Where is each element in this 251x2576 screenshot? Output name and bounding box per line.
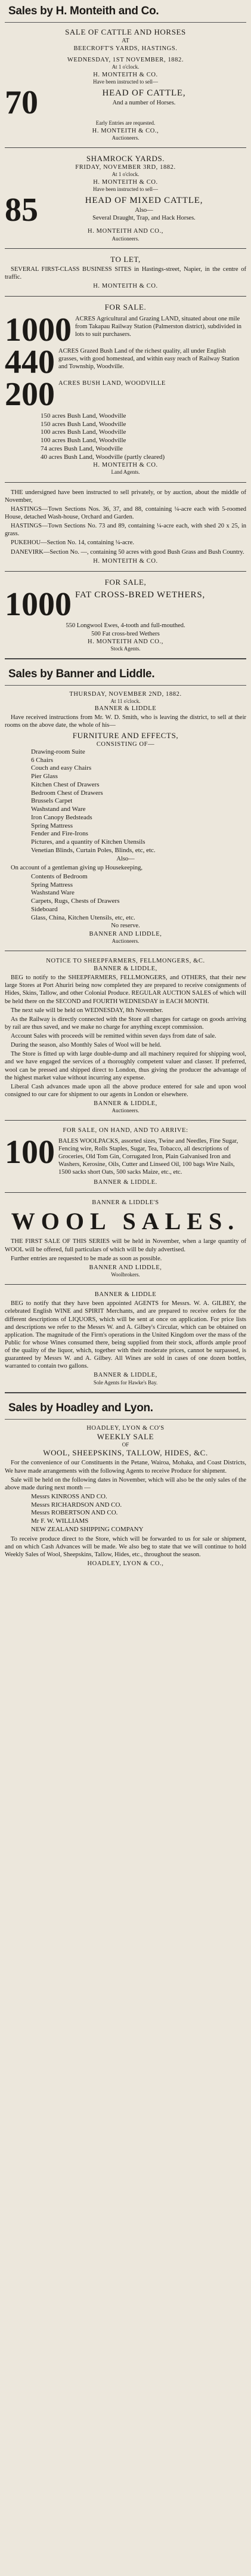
ad2-auctioneer: H. MONTEITH & CO. [93, 178, 158, 186]
ad4-p2-count: 440 [5, 344, 55, 381]
land-for-sale-ad [5, 303, 246, 476]
ad2-place: SHAMROCK YARDS. [86, 154, 165, 163]
ad12-p2: To receive produce direct to the Store, which will be forwarded to us for sale or shipment, and on which Cash Advances will be made. We also beg to state that we will continue to hold Weekly Sales of Wool, Sheepskins, Tallow, Hides, etc., throughout the season. [5, 1535, 246, 1558]
ad11-auctioneer: BANNER & LIDDLE [94, 1291, 157, 1298]
ad8-p4: Account Sales with proceeds will be remitted within seven days from date of sale. [11, 1033, 216, 1040]
ad6-title: FOR SALE, [104, 577, 147, 587]
ad7-item: Pictures, and a quantity of Kitchen Utensils [31, 838, 145, 846]
ad4-row: 150 acres Bush Land, Woodville [41, 420, 126, 428]
ad7-item: Brussels Carpet [31, 797, 73, 805]
ad7-also-item: Washstand Ware [31, 889, 75, 897]
ad1-lot-heading: HEAD OF CATTLE, [102, 88, 186, 98]
ad1-line2: AT [122, 38, 129, 44]
ad1-line3: BEECROFT'S YARDS, HASTINGS. [73, 45, 178, 53]
ad12-agent: Messrs RICHARDSON AND CO. [31, 1501, 122, 1508]
ad6-lot [5, 586, 246, 624]
ad12-agent: Messrs KINROSS AND CO. [31, 1492, 107, 1500]
ad12-line3: OF [122, 1441, 129, 1448]
ad8-title: NOTICE TO SHEEPFARMERS, FELLMONGERS, &C. [46, 957, 205, 964]
ad4-row: 40 acres Bush Land, Woodville (partly cleared) [41, 453, 165, 461]
ad6-sub2: 500 Fat cross-bred Wethers [91, 630, 160, 637]
ad4-row: 100 acres Bush Land, Woodville [41, 437, 126, 445]
ad5-danevirk: DANEVIRK—Section No. —, containing 50 acres with good Bush Grass and Bush Country. [11, 548, 244, 556]
ad1-note: Early Entries are requested. [95, 120, 156, 127]
ad7-auctioneer: BANNER & LIDDLE [94, 705, 157, 712]
ad1-date: WEDNESDAY, 1ST NOVEMBER, 1882. [67, 57, 184, 64]
ad7-item: Pier Glass [31, 773, 58, 780]
ad7-item: Washstand and Ware [31, 806, 86, 813]
ad2-lot-heading: HEAD OF MIXED CATTLE, [85, 196, 203, 206]
ad6-sign: H. MONTEITH AND CO., [88, 638, 163, 645]
ad4-lot2 [5, 344, 246, 381]
ad8-p2: The next sale will be held on WEDNESDAY, 8th November. [11, 1007, 163, 1014]
ad8-sign-role: Auctioneers. [111, 1107, 140, 1114]
hoadley-weekly-sale-ad [5, 1424, 246, 1568]
ad4-p1-text: ACRES Agricultural and Grazing LAND, situated about one mile from Takapau Railway Station (Palmerston district), subdivided in lots to suit purchasers. [75, 315, 242, 338]
ad2-lot [5, 192, 246, 229]
ad10-p2: Further entries are requested to be made as soon as possible. [11, 1255, 162, 1262]
ad7-item: Venetian Blinds, Curtain Poles, Blinds, etc, etc. [31, 846, 156, 854]
ad12-sign: HOADLEY, LYON & CO., [87, 1560, 164, 1568]
ad7-item: Bedroom Chest of Drawers [31, 789, 103, 797]
ad2-count: 85 [5, 192, 38, 229]
ad7-item: Fender and Fire-Irons [31, 830, 88, 838]
ad7-consisting: CONSISTING OF— [96, 741, 155, 748]
ad7-item: Couch and easy Chairs [31, 764, 92, 772]
montieth-header: Sales by H. Monteith and Co. [5, 2, 246, 23]
ad8-p3: As the Railway is directly connected with the Store all charges for cartage on goods arriving by rail are thus saved, and we make no charge for anything except commission. [5, 1016, 246, 1031]
cattle-horses-sale-ad [5, 27, 246, 141]
wethers-sale-ad [5, 578, 246, 652]
ad7-item: Spring Mattress [31, 822, 73, 829]
ad10-sign: BANNER AND LIDDLE, [89, 1264, 162, 1271]
ad5-hastings2: HASTINGS—Town Sections No. 73 and 89, containing ¼-acre each, with shed 20 x 25, in grass. [5, 523, 246, 538]
ad12-p1: For the convenience of our Constituents in the Petane, Wairoa, Mohaka, and Coast Districts, We have made arrangements with the following Agents to receive Produce for shipment. [5, 1460, 246, 1474]
ad9-title: FOR SALE, ON HAND, AND TO ARRIVE: [63, 1127, 188, 1134]
ad7-item: Drawing-room Suite [31, 748, 85, 755]
ad9-lot [5, 1133, 246, 1177]
ad10-p1: THE FIRST SALE OF THIS SERIES will be held in November, when a large quantity of WOOL will be offered, full particulars of which will be duly advertised. [5, 1238, 246, 1253]
ad11-p1: BEG to notify that they have been appointed AGENTS for Messrs. W. A. GILBEY, the celebrated English WINE and SPIRIT Merchants, and are prepared to receive orders for the different descriptions of LIQUORS, which will be sent at once on application. For price lists and descriptions we refer to the Messrs W. and A. Gilbey's Circular, which can be obtained on application. The magnitude of the Firm's operations in the United Kingdom over the mass of the Public for whose Wines consumed there, being supplied from their stock, affords ample proof of the quality of the liquor, which, together with their moderate prices, cannot be surpassed, is guaranteed by Messrs W. and A. Gilbey. All Wines are sold in cases of one dozen bottles, warranted to contain two gallons. [5, 1300, 246, 1370]
ad7-heading: FURNITURE AND EFFECTS, [72, 730, 179, 740]
ad1-line1: SALE OF CATTLE AND HORSES [65, 27, 186, 36]
ad10-sign-role: Woolbrokers. [111, 1271, 140, 1278]
ad2-sign-role: Auctioneers. [111, 235, 140, 242]
ad1-time: At 1 o'clock. [111, 64, 140, 70]
ad7-no-reserve: No reserve. [111, 923, 140, 930]
ad7-also-item: Contents of Bedroom [31, 872, 88, 880]
ad4-p2-text: ACRES Grazed Bush Land of the richest quality, all under English grasses, with good homestead, and within easy reach of Railway Station and Township, Woodville. [58, 348, 240, 371]
ad10-title: BANNER & LIDDLE'S [92, 1199, 159, 1207]
ad6-sign-role: Stock Agents. [110, 645, 141, 652]
ad12-line2: WEEKLY SALE [97, 1432, 154, 1441]
ad7-also-item: Spring Mattress [31, 881, 73, 889]
ad1-lot [5, 84, 246, 121]
ad8-p1: BEG to notify to the SHEEPFARMERS, FELLMONGERS, and OTHERS, that their new large Stores at Port Ahuriri being now completed they are prepared to receive consignments of Hides, Skins, Tallow, and other Colonial Produce. REGULAR AUCTION SALES of which will be held there on the SECOND and FOURTH WEDNESDAY in EACH MONTH. [5, 974, 246, 1005]
ad5-pukehou: PUKEHOU—Section No. 14, containing ¼-acre. [11, 539, 135, 547]
ad4-row: 74 acres Bush Land, Woodville [41, 445, 123, 452]
ad5-hastings: HASTINGS—Town Sections Nos. 36, 37, and 88, containing ¼-acre each with 5-roomed House, detached Wash-house, Orchard and Garden. [5, 505, 246, 521]
ad1-sign: H. MONTEITH & CO., [92, 127, 159, 134]
ad4-lot1 [5, 311, 246, 348]
ad7-time: At 11 o'clock. [110, 698, 141, 704]
ad2-sign: H. MONTEITH AND CO., [88, 228, 163, 235]
ad4-sign-role: Land Agents. [111, 469, 140, 476]
ad2-time: At 1 o'clock. [111, 171, 140, 178]
ad4-p3-text: ACRES BUSH LAND, WOODVILLE [58, 380, 166, 387]
furniture-sale-ad [5, 690, 246, 945]
ad2-instructed: Have been instructed to sell— [93, 186, 158, 192]
ad9-text: BALES WOOLPACKS, assorted sizes, Twine and Needles, Fine Sugar, Fencing wire, Rolls Staples, Sugar, Tea, Tobacco, all descriptions of Groceries, Old Tom Gin, Corrugated Iron, Plain Galvanised Iron and Washers, Kerosine, Oils, Cutter and Linseed Oil, 100 bags Wire Nails, 1500 sacks short Oats, 500 sacks Maize, etc., etc. [58, 1137, 238, 1176]
ad12-agent: Messrs ROBERTSON AND CO. [31, 1509, 118, 1517]
ad7-also-item: Carpets, Rugs, Chests of Drawers [31, 897, 120, 905]
ad9-count: 100 [5, 1133, 55, 1171]
ad3-text: SEVERAL FIRST-CLASS BUSINESS SITES in Hastings-street, Napier, in the centre of traffic. [5, 266, 246, 281]
private-sale-ad [5, 489, 246, 565]
on-hand-sale-ad [5, 1127, 246, 1186]
ad8-auctioneer: BANNER & LIDDLE, [94, 965, 157, 973]
ad9-sign: BANNER & LIDDLE. [94, 1179, 157, 1186]
ad8-sign: BANNER & LIDDLE, [94, 1100, 157, 1107]
hoadley-header: Sales by Hoadley and Lyon. [5, 1399, 246, 1420]
ad7-also: Also— [116, 855, 135, 862]
ad12-p1b: Sale will be held on the following dates in November, which will also be the only sales of the above made during next month — [5, 1476, 246, 1491]
ad7-sign-role: Auctioneers. [111, 937, 140, 944]
ad12-agent: Mr F. W. WILLIAMS [31, 1517, 89, 1525]
ad7-also-item: Glass, China, Kitchen Utensils, etc, etc. [31, 914, 135, 921]
ad7-also-item: Sideboard [31, 905, 58, 913]
ad7-also-text: On account of a gentleman giving up Housekeeping, [11, 864, 143, 871]
ad2-date: FRIDAY, NOVEMBER 3RD, 1882. [75, 164, 176, 171]
ad4-row: 150 acres Bush Land, Woodville [41, 412, 126, 419]
ad8-p5: During the season, also Monthly Sales of Wool will be held. [11, 1042, 162, 1049]
ad12-agent: NEW ZEALAND SHIPPING COMPANY [31, 1525, 144, 1533]
ad7-date: THURSDAY, NOVEMBER 2ND, 1882. [69, 690, 182, 698]
ad12-line1: HOADLEY, LYON & CO'S [86, 1424, 165, 1432]
ad8-p6: The Store is fitted up with large double-dump and all machinery required for shipping wool, and we have engaged the services of a thoroughly competent valuer and classer. If preferred, wool can be pressed and shipped direct to London, thus giving the producer the advantage of the highest market value without incurring any expense. [5, 1051, 246, 1081]
ad8-p7: Liberal Cash advances made upon all the above produce entered for sale and upon wool consigned to our care for shipment to our agents in London or elsewhere. [5, 1083, 246, 1098]
ad3-sign: H. MONTEITH & CO. [93, 283, 158, 290]
sheepfarmers-notice-ad [5, 957, 246, 1115]
ad10-wool: WOOL SALES. [11, 1208, 240, 1235]
ad1-lot-sub: And a number of Horses. [112, 99, 176, 106]
ad4-p3-count: 200 [5, 376, 55, 414]
wool-sales-ad [5, 1199, 246, 1278]
ad5-sign: H. MONTEITH & CO. [93, 557, 158, 564]
ad1-auctioneer: H. MONTEITH & CO. [93, 71, 158, 78]
banner-header: Sales by Banner and Liddle. [5, 665, 246, 686]
ad5-intro: THE undersigned have been instructed to sell privately, or by auction, about the middle of November, [5, 489, 246, 504]
ad7-item: Kitchen Chest of Drawers [31, 780, 100, 788]
ad3-title: TO LET, [110, 254, 141, 264]
ad1-count: 70 [5, 84, 38, 121]
ad6-lot-heading: FAT CROSS-BRED WETHERS, [75, 590, 206, 600]
ad11-sign: BANNER & LIDDLE, [94, 1372, 157, 1379]
ad1-instructed: Have been instructed to sell— [93, 78, 158, 85]
ad2-also: Also— [135, 206, 153, 214]
ad7-intro: Have received instructions from Mr. W. D. Smith, who is leaving the district, to sell at their rooms on the above date, the whole of his— [5, 714, 246, 729]
ad4-row: 100 acres Bush Land, Woodville [41, 428, 126, 436]
gilbey-agents-ad [5, 1291, 246, 1386]
ad4-lot3 [5, 376, 246, 414]
ad7-item: 6 Chairs [31, 756, 53, 764]
ad4-title: FOR SALE. [104, 303, 147, 312]
ad4-sign: H. MONTEITH & CO. [93, 462, 158, 469]
ad6-count: 1000 [5, 586, 72, 624]
ad7-sign: BANNER AND LIDDLE, [89, 930, 162, 937]
ad11-sign-role: Sole Agents for Hawke's Bay. [93, 1379, 158, 1386]
ad12-line4: WOOL, SHEEPSKINS, TALLOW, HIDES, &C. [43, 1448, 208, 1458]
ad2-also-text: Several Draught, Trap, and Hack Horses. [92, 214, 196, 221]
ad6-sub: 550 Longwool Ewes, 4-tooth and full-mouthed. [66, 622, 185, 630]
ad1-sign-role: Auctioneers. [111, 134, 140, 141]
shamrock-yards-ad [5, 154, 246, 242]
ad7-item: Iron Canopy Bedsteads [31, 813, 92, 821]
ad4-p1-count: 1000 [5, 311, 72, 348]
to-let-ad [5, 255, 246, 291]
